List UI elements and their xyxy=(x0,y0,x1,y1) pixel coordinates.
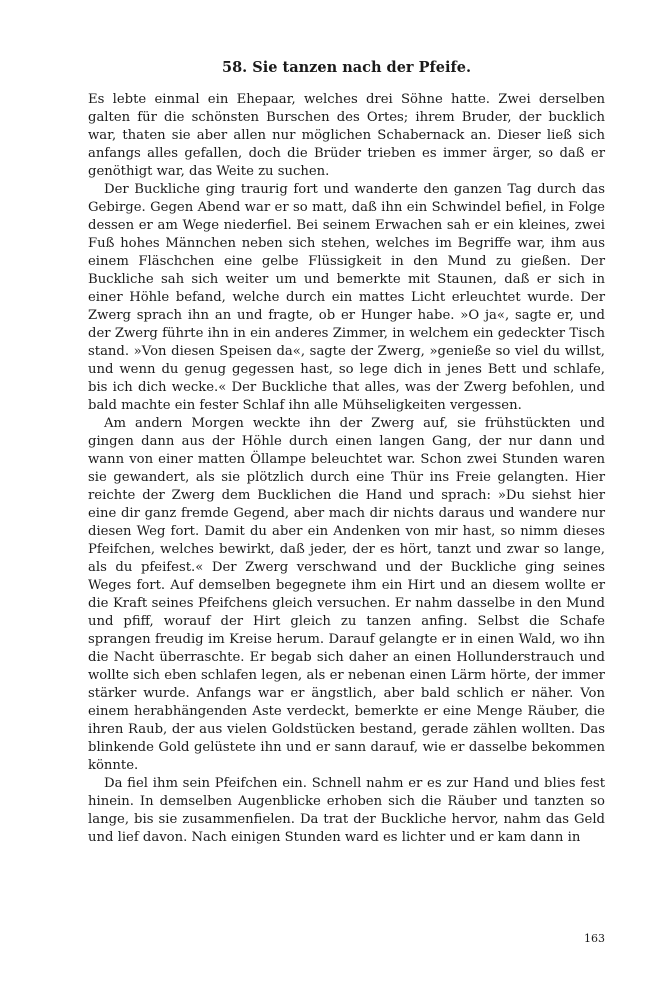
paragraph-3: Am andern Morgen weckte ihn der Zwerg auf, sie frühstückten und gingen dann aus der Höhle durch einen langen Gang, der nur dann und wann von einer matten Öllampe beleuchtet war. Schon zwei Stunden waren sie gewandert, als sie plötzlich durch eine Thür ins Freie gelangten. Hier reichte der Zwerg dem Bucklichen die Hand und sprach: »Du siehst hier eine dir ganz fremde Gegend, aber mach dir nichts daraus und wandere nur diesen Weg fort. Damit du aber ein Andenken von mir hast, so nimm dieses Pfeifchen, welches bewirkt, daß jeder, der es hört, tanzt und zwar so lange, als du pfeifest.« Der Zwerg verschwand und der Buckliche ging seines Weges fort. Auf demselben begegnete ihm ein Hirt und an diesem wollte er die Kraft seines Pfeifchens gleich versuchen. Er nahm dasselbe in den Mund und pfiff, worauf der Hirt gleich zu tanzen anfing. Selbst die Schafe sprangen freudig im Kreise herum. Darauf gelangte er in einen Wald, wo ihn die Nacht überraschte. Er begab sich daher an einen Hollunderstrauch und wollte sich eben schlafen legen, als er nebenan einen Lärm hörte, der immer stärker wurde. Anfangs war er ängstlich, aber bald schlich er näher. Von einem herabhängenden Aste verdeckt, bemerkte er eine Menge Räuber, die ihren Raub, der aus vielen Goldstücken bestand, gerade zählen wollten. Das blinkende Gold gelüstete ihn und er sann darauf, wie er dasselbe bekommen könnte. xyxy=(88,416,605,773)
paragraph-1: Es lebte einmal ein Ehepaar, welches drei Söhne hatte. Zwei derselben galten für die schönsten Burschen des Ortes; ihrem Bruder, der bucklich war, thaten sie aber allen nur möglichen Schabernack an. Dieser ließ sich anfangs alles gefallen, doch die Brüder trieben es immer ärger, so daß er genöthigt war, das Weite zu suchen. xyxy=(88,92,605,179)
page-number: 163 xyxy=(584,932,605,945)
paragraph-2: Der Buckliche ging traurig fort und wanderte den ganzen Tag durch das Gebirge. Gegen Abend war er so matt, daß ihn ein Schwindel befiel, in Folge dessen er am Wege niederfiel. Bei seinem Erwachen sah er ein kleines, zwei Fuß hohes Männchen neben sich stehen, welches im Begriffe war, ihm aus einem Fläschchen eine gelbe Flüssigkeit in den Mund zu gießen. Der Buckliche sah sich weiter um und bemerkte mit Staunen, daß er sich in einer Höhle befand, welche durch ein mattes Licht erleuchtet wurde. Der Zwerg sprach ihn an und fragte, ob er Hunger habe. »O ja«, sagte er, und der Zwerg führte ihn in ein anderes Zimmer, in welchem ein gedeckter Tisch stand. »Von diesen Speisen da«, sagte der Zwerg, »genieße so viel du willst, und wenn du genug gegessen hast, so lege dich in jenes Bett und schlafe, bis ich dich wecke.« Der Buckliche that alles, was der Zwerg befohlen, und bald machte ein fester Schlaf ihn alle Mühseligkeiten vergessen. xyxy=(88,182,605,413)
paragraph-4: Da fiel ihm sein Pfeifchen ein. Schnell nahm er es zur Hand und blies fest hinein. In demselben Augenblicke erhoben sich die Räuber und tanzten so lange, bis sie zusammenfielen. Da trat der Buckliche hervor, nahm das Geld und lief davon. Nach einigen Stunden ward es lichter und er kam dann in xyxy=(88,776,605,845)
story-title: 58. Sie tanzen nach der Pfeife. xyxy=(221,59,471,76)
page-body xyxy=(88,58,605,847)
